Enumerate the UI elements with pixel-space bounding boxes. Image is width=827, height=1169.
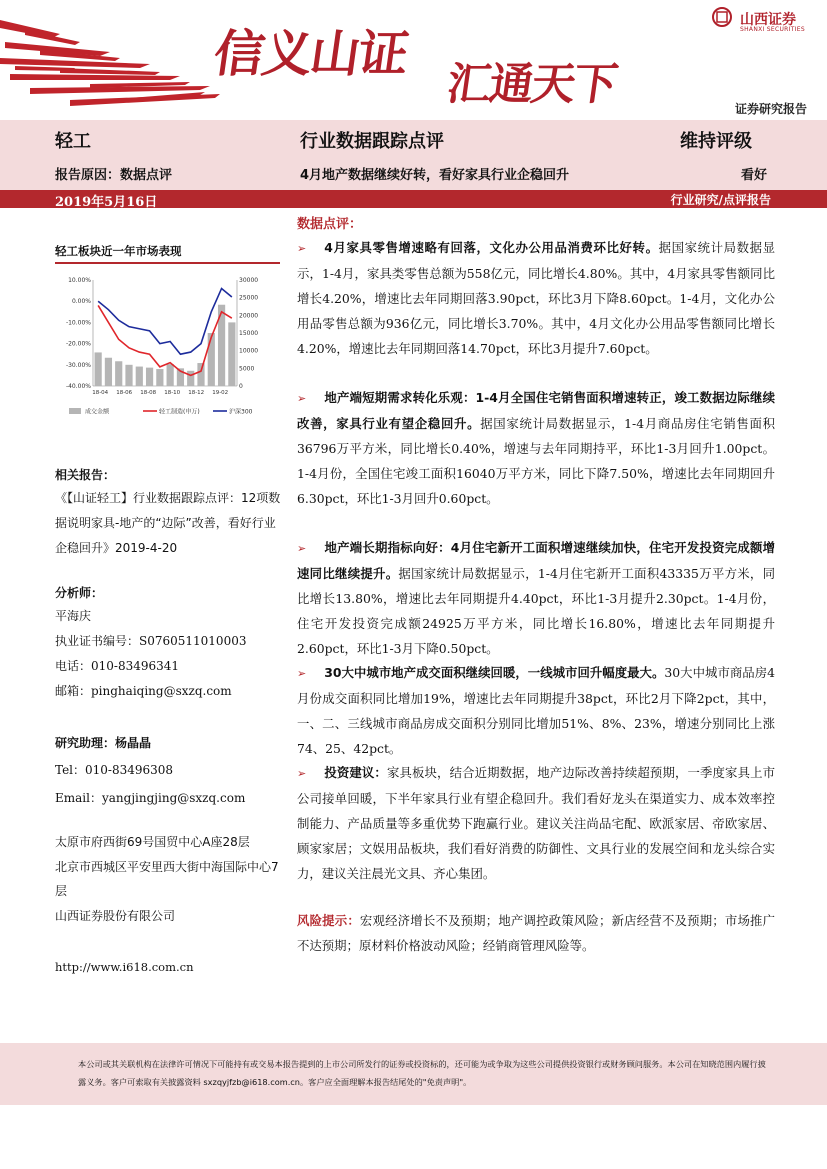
chart-x-tick-label: 18-04 [92, 390, 109, 396]
disclaimer: 本公司或其关联机构在法律许可情况下可能持有或交易本报告提到的上市公司所发行的证券或投资标的，还可能为或争取为这些公司提供投资银行或财务顾问服务。本公司在知晓范围内履行披露义务。客户可索取有关披露资料 sxzqyjfzb@i618.com.cn。客户应全面理解本报告结尾处的"免责声明"。 [78, 1059, 766, 1087]
company-logo-subtext: SHANXI SECURITIES [740, 26, 805, 33]
header-artwork [0, 0, 827, 120]
chart-legend-swatch [69, 408, 81, 414]
paragraph-text: 据国家统计局数据显示，1-4月，家具类零售总额为558亿元，同比增长4.80%。其中，4月家具零售额同比增长4.20%，增速比去年同期回落3.90pct，环比3月下降8.60pct。1-4月，文化办公用品零售总额为936亿元，同比增长3.70%。其中，4月文化办公用品零售额同比增长4.20%，增速比去年同期回落14.70pct，环比3月提升7.60pct。 [297, 240, 776, 356]
chart-right-tick-label: 30000 [239, 277, 259, 284]
bullet-marker-icon: ➢ [297, 767, 307, 780]
paragraph-heading: 4月家具零售增速略有回落，文化办公用品消费环比好转。 [324, 240, 659, 255]
slogan-part1: 信义山证 [210, 25, 411, 83]
chart-bar-volume [105, 358, 112, 386]
chart-left-tick-label: -40.00% [65, 383, 91, 390]
section-title: 数据点评： [297, 217, 363, 232]
chart-right-tick-label: 10000 [239, 347, 259, 355]
paragraph-investment-advice [297, 760, 775, 886]
paragraph-heading: 地产端长期指标向好：4月住宅新开工面积增速继续加快，住宅开发投资完成额增速同比继续提升。 [297, 540, 775, 581]
chart-bar-volume [125, 365, 132, 386]
chart-bar-volume [146, 368, 153, 386]
bullet-marker-icon: ➢ [297, 542, 307, 555]
risk-label: 风险提示： [297, 913, 360, 928]
report-category: 行业研究/点评报告 [670, 193, 771, 207]
chart-left-tick-label: -20.00% [65, 340, 91, 348]
chart-right-tick-label: 15000 [239, 330, 259, 337]
chart-x-tick-label: 18-08 [140, 390, 157, 396]
assistant-email[interactable]: Email：yangjingjing@sxzq.com [55, 791, 246, 805]
bullet-marker-icon: ➢ [297, 667, 307, 680]
report-type: 证券研究报告 [734, 102, 807, 116]
analyst-title: 分析师： [55, 586, 104, 600]
risk-warning [297, 908, 775, 958]
report-reason: 报告原因：数据点评 [55, 168, 173, 183]
chart-bar-volume [228, 322, 235, 386]
chart-left-tick-label: 0.00% [71, 298, 91, 306]
document-kind: 行业数据跟踪点评 [300, 131, 444, 152]
chart-bar-volume [187, 371, 194, 386]
chart-legend-label: 成交金额 [85, 408, 110, 416]
chart-legend-label: 沪深300 [229, 408, 253, 416]
chart-right-tick-label: 25000 [239, 294, 259, 302]
sector-label: 轻工 [55, 131, 91, 152]
chart-bar-volume [95, 352, 102, 386]
bullet-marker-icon: ➢ [297, 392, 307, 405]
chart-bar-volume [167, 364, 174, 386]
assistant-title: 研究助理：杨晶晶 [55, 736, 152, 750]
address-beijing: 北京市西城区平安里西大街中海国际中心7层 [55, 859, 279, 898]
chart-x-tick-label: 18-12 [188, 390, 205, 396]
paragraph-heading: 30大中城市地产成交面积继续回暖，一线城市回升幅度最大。 [324, 665, 665, 680]
related-reports-title: 相关报告： [55, 468, 116, 482]
chart-left-tick-label: -30.00% [65, 361, 91, 369]
chart-right-tick-label: 20000 [239, 312, 259, 320]
assistant-phone: Tel：010-83496308 [55, 763, 174, 777]
chart-right-tick-label: 5000 [239, 365, 255, 373]
market-performance-chart [55, 268, 280, 428]
company-name: 山西证券股份有限公司 [55, 908, 176, 923]
paragraph-30-cities [297, 660, 775, 761]
chart-bar-volume [136, 367, 143, 386]
chart-bar-volume [115, 361, 122, 386]
slogan-part2: 汇通天下 [443, 59, 619, 110]
bullet-marker-icon: ➢ [297, 242, 307, 255]
paragraph-retail [297, 235, 775, 361]
paragraph-text: 30大中城市商品房4月份成交面积同比增加19%，增速比去年同期提升38pct，环比2月下降2pct，其中，一、二、三线城市商品房成交面积分别同比增加51%、8%、23%，增速分别同比上涨74、25、42pct。 [297, 665, 775, 756]
chart-title: 轻工板块近一年市场表现 [55, 244, 182, 258]
chart-legend-label: 轻工制造(申万) [159, 408, 200, 416]
rating-value: 看好 [741, 168, 768, 183]
paragraph-short-term [297, 385, 775, 511]
paragraph-heading: 投资建议： [324, 765, 387, 780]
analyst-phone: 电话：010-83496341 [55, 659, 180, 673]
related-report-link[interactable]: 《【山证轻工】行业数据跟踪点评：12项数据说明家具-地产的“边际”改善，看好行业企稳回升》2019-4-20 [55, 491, 281, 555]
paragraph-text: 据国家统计局数据显示，1-4月商品房住宅销售面积36796万平方米，同比增长0.40%，增速与去年同期持平，环比1-3月回升1.00pct。1-4月份，全国住宅竣工面积16040万平方米，同比下降7.50%，增速比去年同期回升6.30pct，环比1-3月回升0.60pct。 [297, 416, 775, 506]
analyst-name: 平海庆 [55, 609, 92, 623]
assistant-info [55, 756, 285, 812]
chart-x-tick-label: 18-10 [164, 390, 181, 396]
paragraph-long-term [297, 535, 775, 661]
report-headline: 4月地产数据继续好转，看好家具行业企稳回升 [300, 168, 570, 183]
rating-label: 维持评级 [680, 131, 752, 152]
chart-right-tick-label: 0 [239, 383, 243, 390]
analyst-cert: 执业证书编号：S0760511010003 [55, 634, 247, 648]
analyst-info [55, 604, 285, 704]
address-taiyuan: 太原市府西街69号国贸中心A座28层 [55, 835, 250, 849]
paragraph-text: 家具板块，结合近期数据，地产边际改善持续超预期，一季度家具上市公司接单回暖，下半年家具行业有望企稳回升。我们看好龙头在渠道实力、成本效率控制能力、产品质量等多重优势下跑赢行业。建议关注尚品宅配、欧派家居、帝欧家居、顾家家居；文娱用品板块，我们看好消费的防御性、文具行业的发展空间和龙头综合实力，建议关注晨光文具、齐心集团。 [297, 765, 776, 881]
company-addresses [55, 830, 280, 928]
chart-x-tick-label: 19-02 [212, 390, 229, 396]
chart-title-divider [55, 262, 280, 264]
paragraph-heading: 地产端短期需求转化乐观：1-4月全国住宅销售面积增速转正，竣工数据边际继续改善，家具行业有望企稳回升。 [297, 390, 775, 431]
chart-x-tick-label: 18-06 [116, 390, 133, 396]
chart-bar-volume [208, 333, 215, 386]
analyst-email[interactable]: 邮箱：pinghaiqing@sxzq.com [55, 684, 232, 698]
chart-bar-volume [156, 369, 163, 386]
chart-bar-volume [197, 363, 204, 386]
paragraph-text: 据国家统计局数据显示，1-4月住宅新开工面积43335万平方米，同比增长13.80%，增速比去年同期提升4.40pct，环比1-3月提升2.30pct。1-4月份，住宅开发投资完成额24925万平方米，同比增长16.80%，增速比去年同期提升2.60pct，环比1-3月下降0.50pct。 [297, 566, 776, 656]
chart-left-tick-label: -10.00% [65, 319, 91, 327]
report-date: 2019年5月16日 [55, 195, 158, 210]
company-logo-text: 山西证券 [740, 12, 796, 28]
chart-left-tick-label: 10.00% [68, 277, 91, 284]
risk-text: 宏观经济增长不及预期；地产调控政策风险；新店经营不及预期；市场推广不达预期；原材料价格波动风险；经销商管理风险等。 [297, 913, 776, 953]
company-url[interactable]: http://www.i618.com.cn [55, 960, 194, 974]
